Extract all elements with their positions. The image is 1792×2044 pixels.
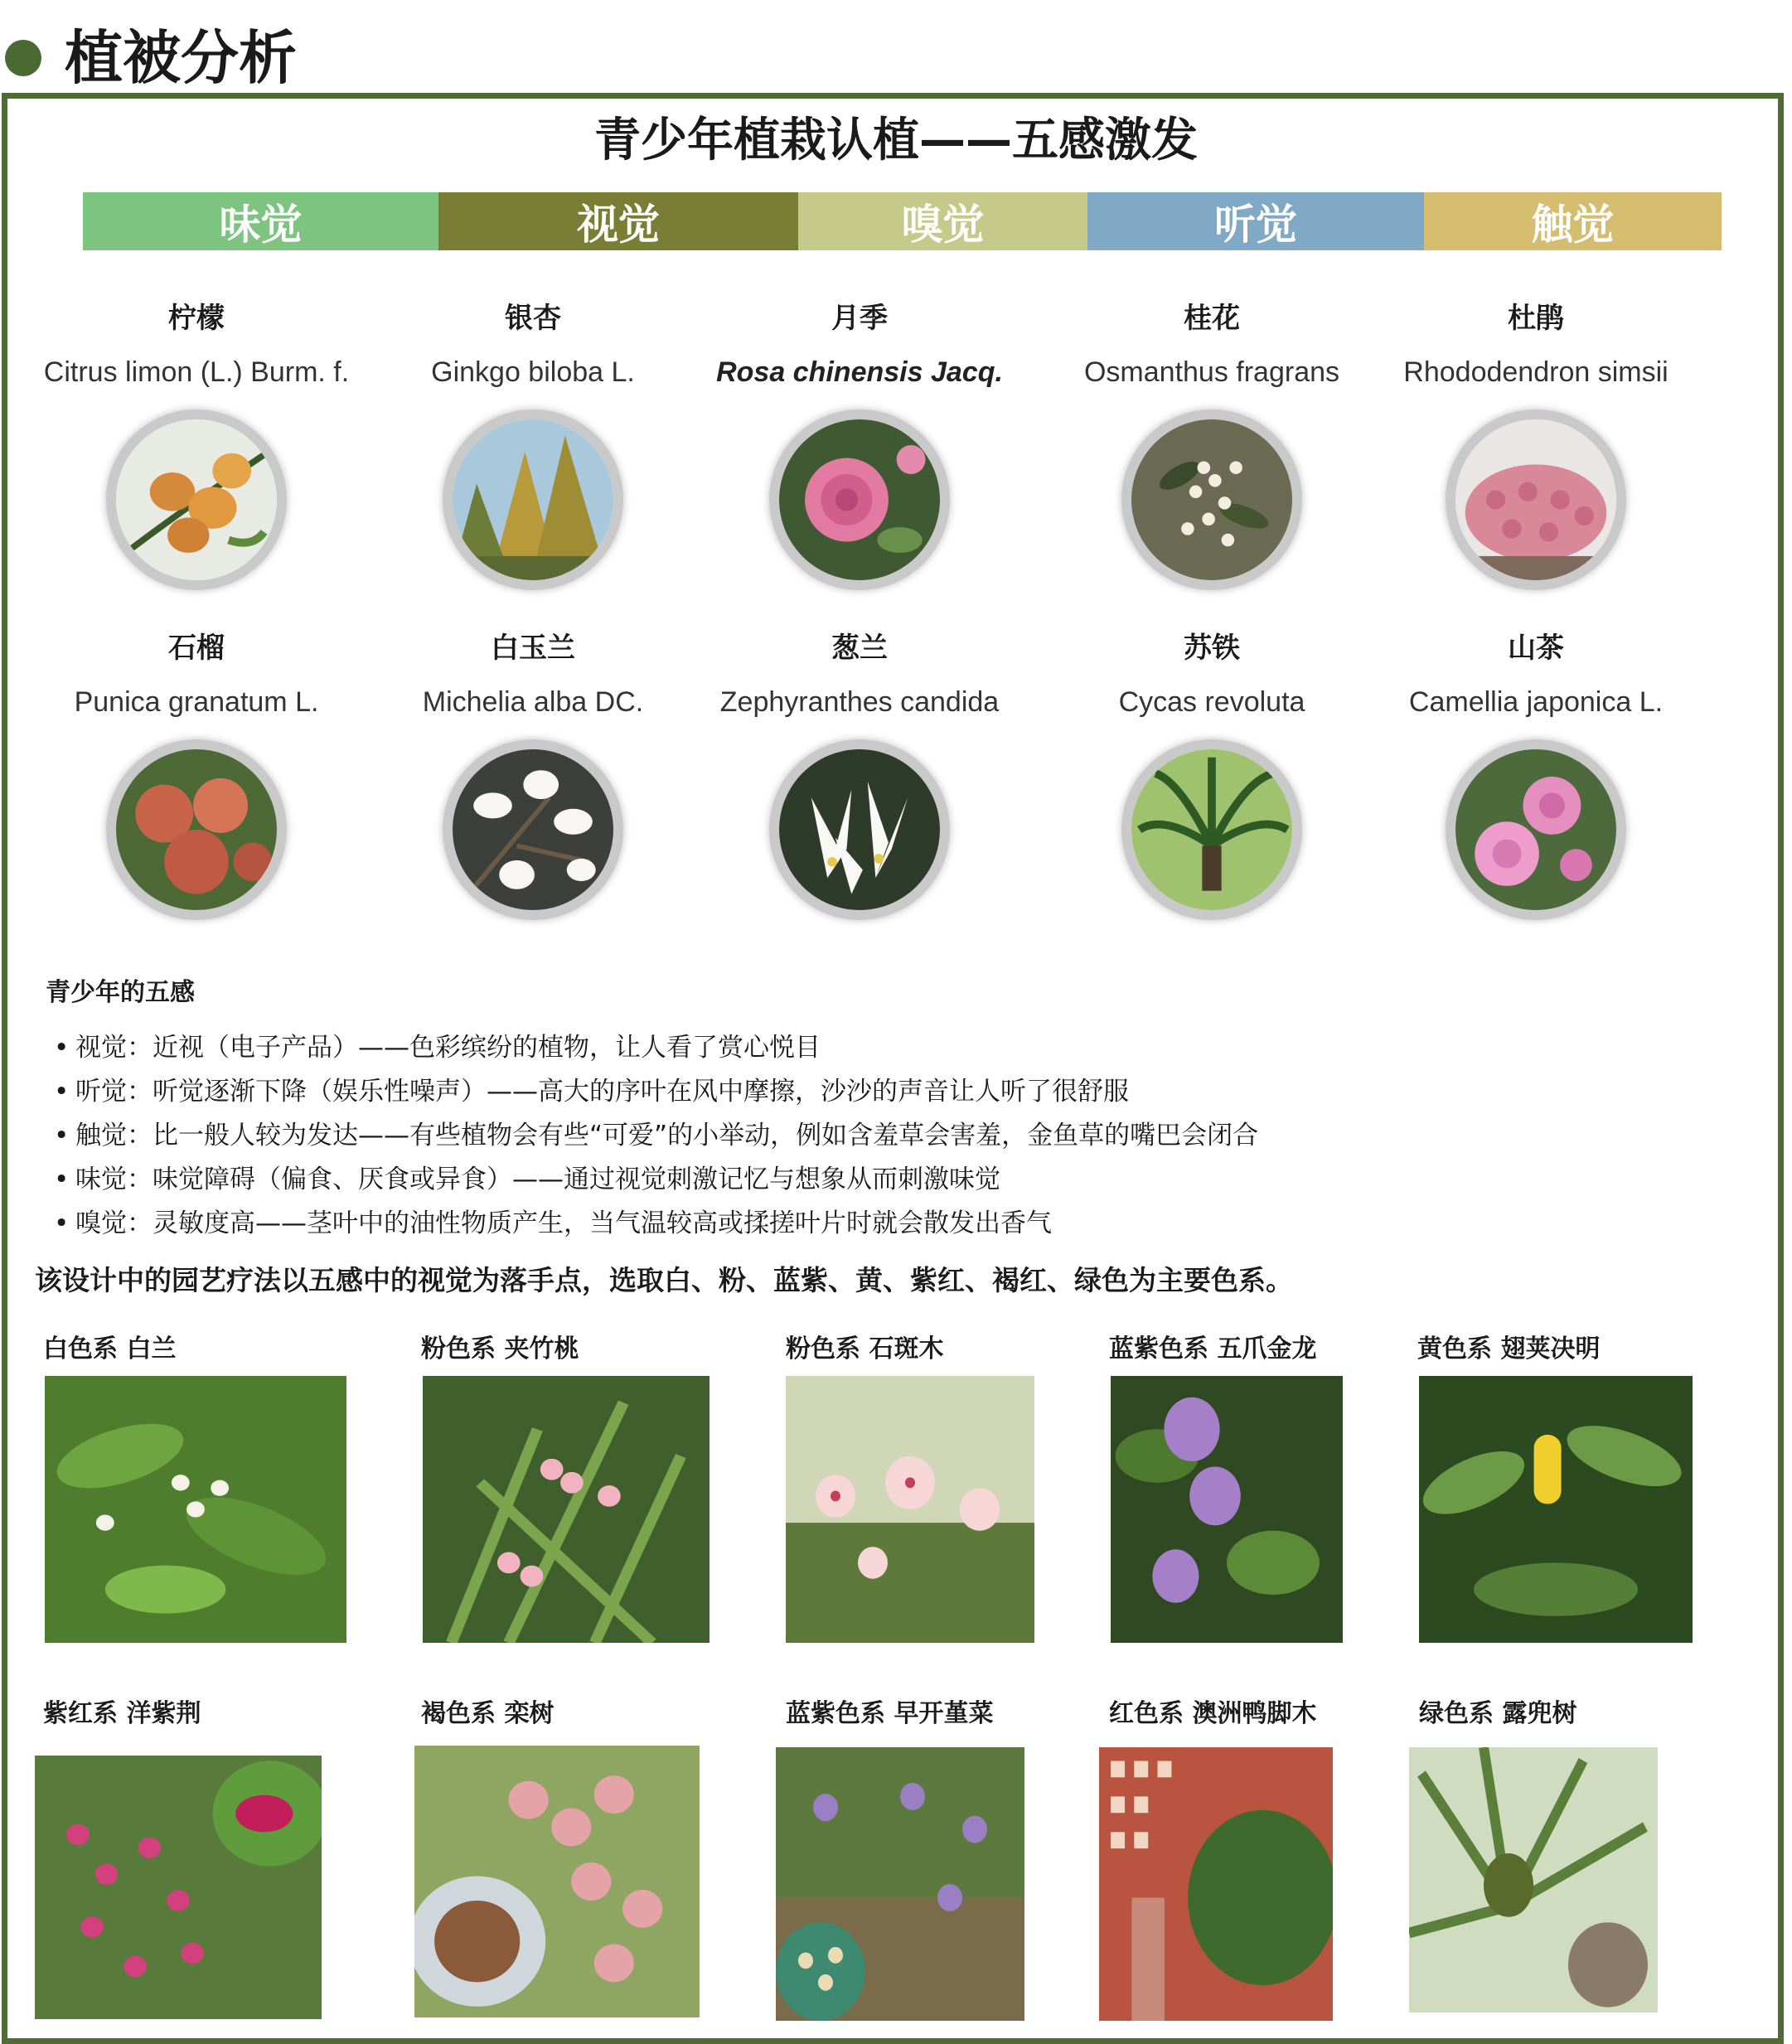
list-item: • 视觉：近视（电子产品）——色彩缤纷的植物，让人看了赏心悦目 — [54, 1033, 821, 1063]
list-item: • 听觉：听觉逐渐下降（娱乐性噪声）——高大的序叶在风中摩擦，沙沙的声音让人听了很舒服 — [54, 1077, 1129, 1107]
color-series-label: 褐色系 栾树 — [421, 1699, 555, 1728]
page-title: 植被分析 — [65, 24, 297, 92]
color-series-label: 绿色系 露兜树 — [1419, 1699, 1577, 1728]
color-series-label: 紫红系 洋紫荆 — [43, 1699, 201, 1728]
plant-card — [359, 630, 707, 920]
plant-name: 桂花 — [1184, 302, 1240, 335]
sense-touch: 触觉 — [1424, 192, 1722, 250]
plant-card — [1362, 300, 1710, 590]
plant-card — [359, 300, 707, 590]
five-senses-list — [54, 1026, 1258, 1246]
plant-card — [685, 630, 1034, 920]
plant-photo — [45, 1376, 346, 1643]
list-item: • 味觉：味觉障碍（偏食、厌食或异食）——通过视觉刺激记忆与想象从而刺激味觉 — [54, 1165, 1000, 1194]
plant-name: 苏铁 — [1184, 632, 1240, 665]
plant-name: 石榴 — [168, 632, 225, 665]
plant-card — [1362, 630, 1710, 920]
plant-photo — [423, 1376, 710, 1643]
plant-photo — [1409, 1747, 1658, 2013]
plant-card — [685, 300, 1034, 590]
list-item: • 触觉：比一般人较为发达——有些植物会有些“可爱”的小举动，例如含羞草会害羞，金鱼草的嘴巴会闭合 — [54, 1121, 1259, 1150]
color-series-label: 蓝紫色系 五爪金龙 — [1109, 1334, 1317, 1363]
ginkgo-icon — [443, 409, 623, 590]
magnolia-icon — [443, 739, 623, 920]
color-series-label: 粉色系 石斑木 — [786, 1334, 944, 1363]
zephyranthes-icon — [769, 739, 950, 920]
plant-card — [1038, 300, 1386, 590]
senses-bar — [83, 192, 1722, 250]
rose-icon — [769, 409, 950, 590]
cycas-icon — [1121, 739, 1302, 920]
plant-name: 杜鹃 — [1508, 302, 1564, 335]
sense-hearing: 听觉 — [1087, 192, 1424, 250]
plant-latin-name: Camellia japonica L. — [1408, 686, 1664, 718]
plant-name: 白玉兰 — [491, 632, 575, 665]
pomegranate-icon — [106, 739, 287, 920]
color-series-label: 红色系 澳洲鸭脚木 — [1109, 1699, 1317, 1728]
osmanthus-icon — [1121, 409, 1302, 590]
sense-smell: 嗅觉 — [798, 192, 1087, 250]
five-senses-title: 青少年的五感 — [46, 978, 195, 1007]
plant-latin-name: Punica granatum L. — [74, 686, 319, 718]
plant-photo — [776, 1747, 1024, 2021]
plant-latin-name: Rosa chinensis Jacq. — [716, 356, 1003, 388]
plant-photo — [35, 1756, 322, 2019]
color-series-label: 白色系 白兰 — [43, 1334, 177, 1363]
plant-name: 葱兰 — [831, 632, 888, 665]
plant-latin-name: Cycas revoluta — [1118, 686, 1305, 718]
plant-name: 月季 — [831, 302, 888, 335]
color-series-label: 粉色系 夹竹桃 — [421, 1334, 579, 1363]
lemon-icon — [106, 409, 287, 590]
plant-name: 柠檬 — [168, 302, 225, 335]
list-item: • 嗅觉：灵敏度高——茎叶中的油性物质产生，当气温较高或揉搓叶片时就会散发出香气 — [54, 1208, 1052, 1238]
plant-latin-name: Ginkgo biloba L. — [431, 356, 635, 388]
plant-latin-name: Michelia alba DC. — [422, 686, 644, 718]
color-series-label: 黄色系 翅荚决明 — [1417, 1334, 1601, 1363]
main-title: 青少年植栽认植——五感激发 — [594, 114, 1198, 167]
plant-card — [1038, 630, 1386, 920]
rhododendron-icon — [1446, 409, 1626, 590]
plant-latin-name: Osmanthus fragrans — [1083, 356, 1340, 388]
sense-sight: 视觉 — [438, 192, 798, 250]
plant-photo — [414, 1746, 700, 2017]
plant-card — [22, 300, 371, 590]
summary-statement: 该设计中的园艺疗法以五感中的视觉为落手点，选取白、粉、蓝紫、黄、紫红、褐红、绿色为主要色系。 — [35, 1264, 1293, 1296]
plant-photo — [786, 1376, 1034, 1643]
plant-photo — [1419, 1376, 1693, 1643]
plant-photo — [1111, 1376, 1343, 1643]
plant-card — [22, 630, 371, 920]
plant-latin-name: Citrus limon (L.) Burm. f. — [43, 356, 350, 388]
header-bullet-icon — [5, 40, 41, 76]
plant-name: 山茶 — [1508, 632, 1564, 665]
plant-latin-name: Zephyranthes candida — [719, 686, 1000, 718]
plant-photo — [1099, 1747, 1333, 2021]
camellia-icon — [1446, 739, 1626, 920]
color-series-label: 蓝紫色系 早开堇菜 — [786, 1699, 994, 1728]
plant-latin-name: Rhododendron simsii — [1403, 356, 1668, 388]
plant-name: 银杏 — [505, 302, 561, 335]
sense-taste: 味觉 — [83, 192, 438, 250]
